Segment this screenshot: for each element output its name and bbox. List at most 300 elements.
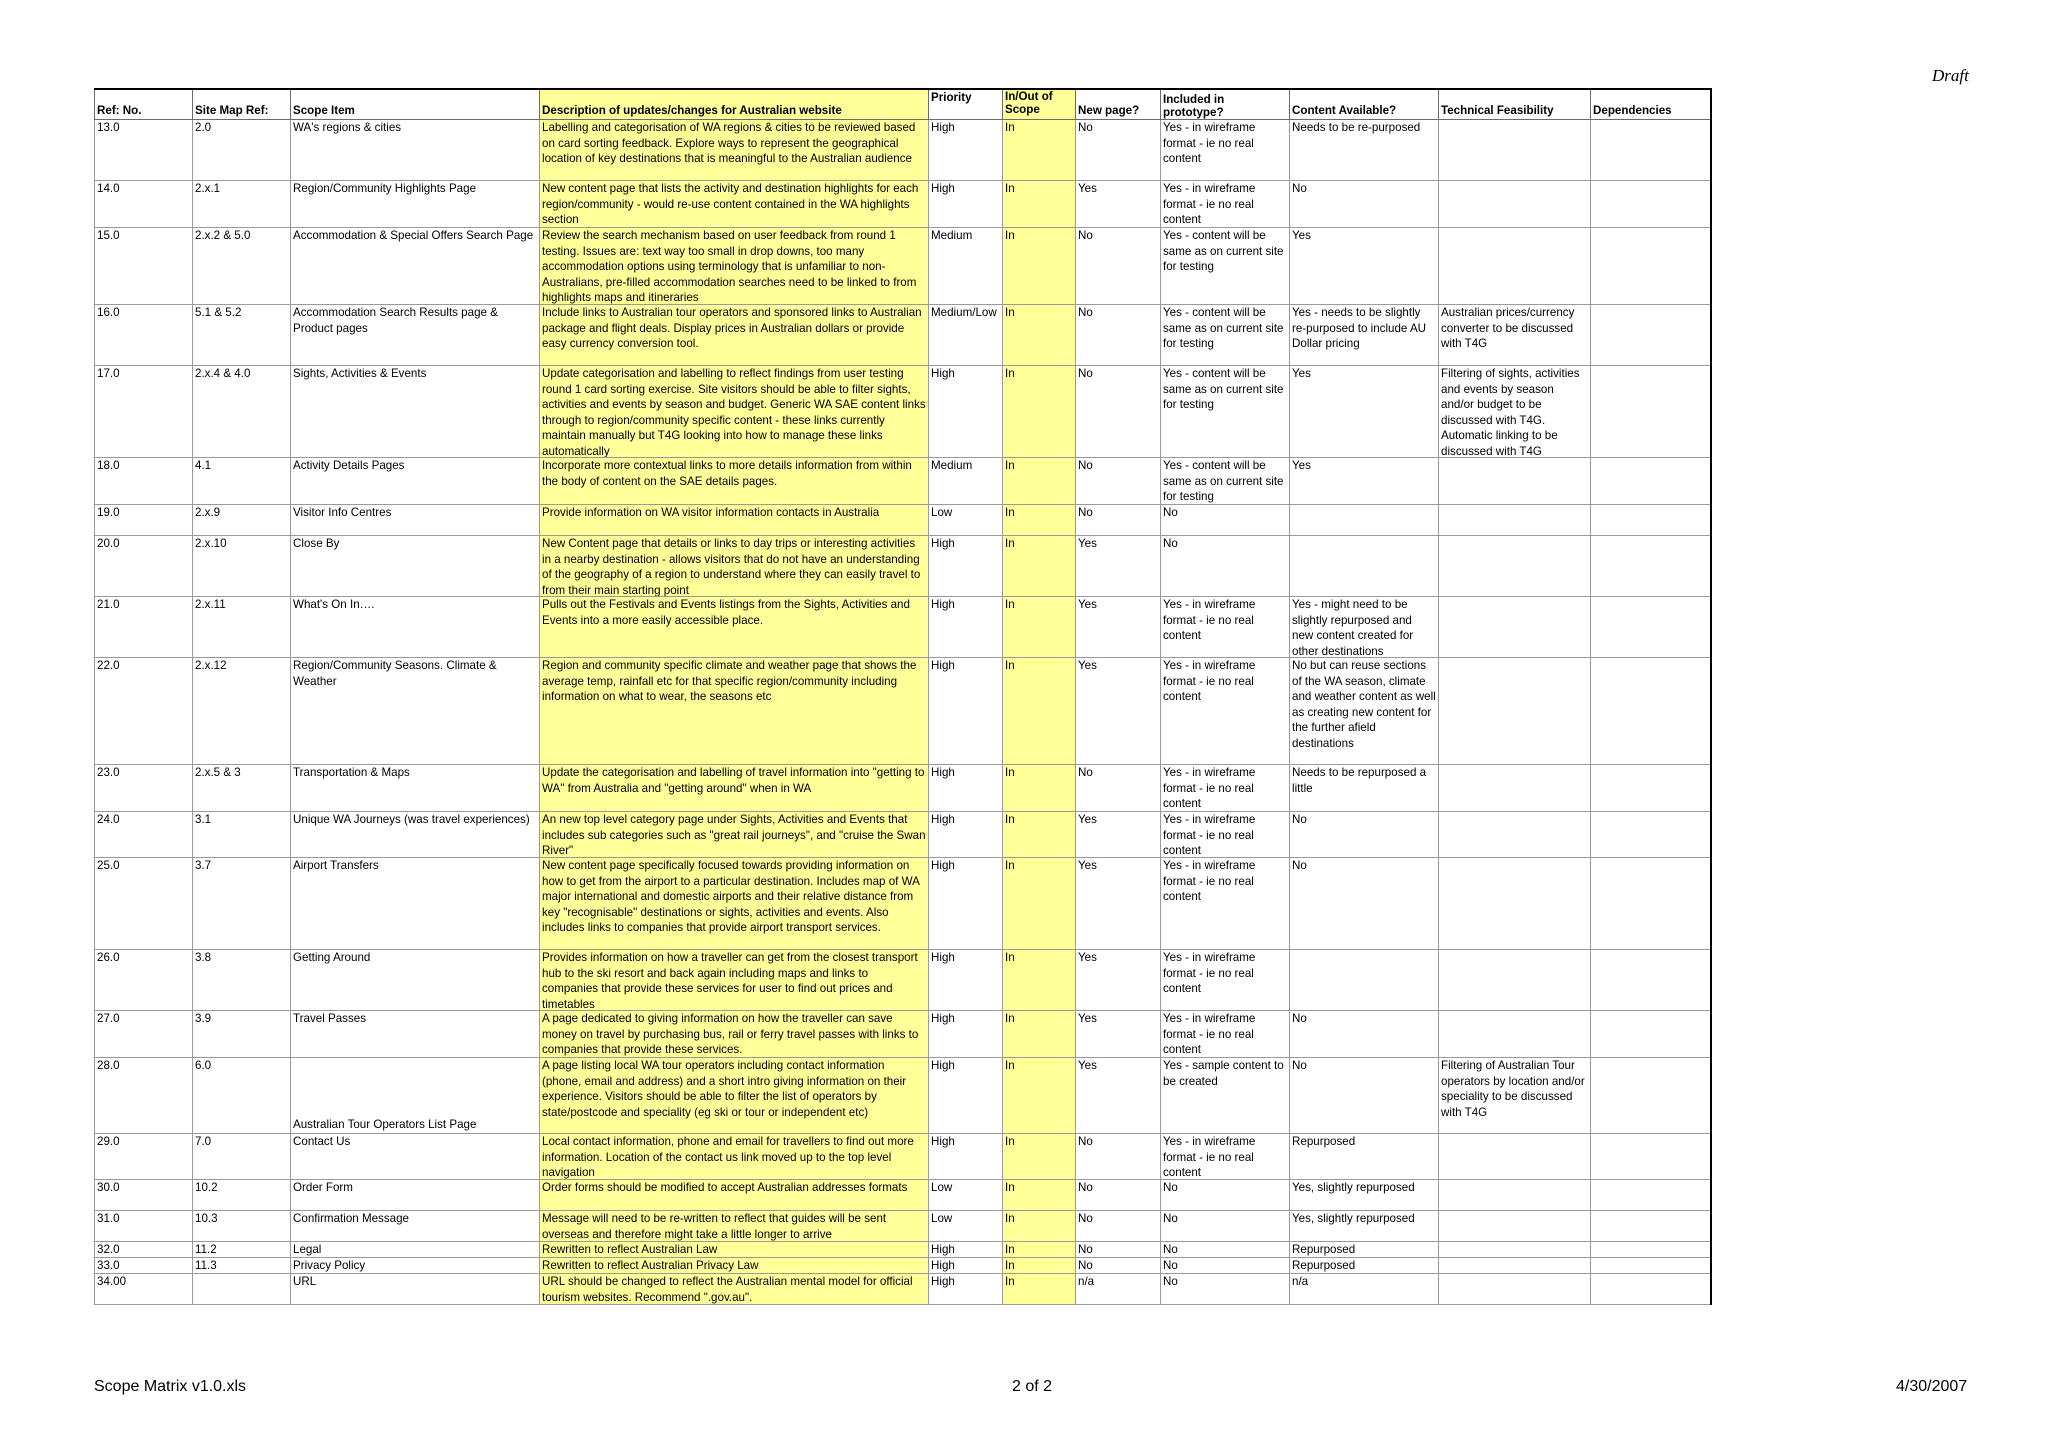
technical-feasibility-text [1441,536,1588,596]
dependencies-text [1593,120,1708,180]
prototype-text: Yes - in wireframe format - ie no real content [1163,1135,1256,1179]
scope-item-cell [291,458,540,505]
scope-text: In [1005,306,1015,319]
content-available-text [1292,950,1436,1010]
site-map-ref-text: 11.2 [195,1243,217,1256]
new-page-cell [1076,305,1161,366]
draft-label: Draft [1932,66,1969,85]
technical-feasibility-text [1441,658,1588,764]
site-map-ref-text: 2.x.10 [195,537,227,550]
description-text: Message will need to be re-written to reflect that guides will be sent overseas and therefore might take a little longer to arrive [542,1212,887,1241]
description-cell [540,658,929,765]
dependencies-cell [1591,1134,1711,1180]
priority-text: High [931,859,955,872]
table-row [95,1011,1711,1058]
technical-feasibility-cell [1439,858,1591,950]
scope-item-text: WA's regions & cities [293,121,402,134]
scope-item-cell [291,181,540,228]
priority-cell [929,658,1003,765]
prototype-cell [1161,505,1290,536]
site-map-ref-cell [193,1211,291,1242]
scope-text: In [1005,1059,1015,1072]
site-map-ref-text: 2.0 [195,121,212,134]
ref-text: 20.0 [97,537,120,550]
prototype-cell [1161,1211,1290,1242]
new-page-cell [1076,181,1161,228]
new-page-text: No [1078,1259,1093,1272]
content-available-cell [1290,305,1439,366]
dependencies-cell [1591,858,1711,950]
ref-text: 22.0 [97,659,120,672]
technical-feasibility-cell [1439,305,1591,366]
scope-cell [1003,658,1076,765]
prototype-cell [1161,120,1290,181]
scope-item-cell [291,1180,540,1211]
prototype-cell [1161,812,1290,858]
dependencies-text [1593,858,1708,949]
new-page-text: Yes [1078,813,1097,826]
description-cell [540,1274,929,1305]
ref-text: 15.0 [97,229,120,242]
prototype-text: Yes - content will be same as on current site for testing [1163,229,1284,274]
technical-feasibility-cell [1439,765,1591,812]
priority-text: High [931,598,955,611]
site-map-ref-cell [193,1134,291,1180]
priority-cell [929,1134,1003,1180]
new-page-text: No [1078,1135,1093,1148]
content-available-text: Repurposed [1292,1243,1356,1256]
description-cell [540,812,929,858]
technical-feasibility-cell [1439,505,1591,536]
dependencies-cell [1591,305,1711,366]
description-text: Review the search mechanism based on user feedback from round 1 testing. Issues are: text way too small in drop downs, too many accommodation options using terminology that is unfamiliar to non-Australians, pre-filled accommodation searches need to be linked to from highlights maps and itineraries [542,229,917,304]
dependencies-text [1593,1211,1708,1241]
scope-item-cell [291,1134,540,1180]
col-header-scope-item: Scope Item [291,89,540,120]
table-row [95,536,1711,597]
technical-feasibility-cell [1439,366,1591,458]
dependencies-text [1593,950,1708,1010]
technical-feasibility-cell [1439,1058,1591,1134]
ref-text: 18.0 [97,459,120,472]
description-cell [540,1242,929,1258]
new-page-cell [1076,812,1161,858]
scope-cell [1003,1211,1076,1242]
content-available-cell [1290,858,1439,950]
new-page-cell [1076,1134,1161,1180]
description-cell [540,1180,929,1211]
content-available-text: Repurposed [1292,1259,1356,1272]
content-available-cell [1290,950,1439,1011]
technical-feasibility-cell [1439,181,1591,228]
site-map-ref-text: 2.x.2 & 5.0 [195,229,251,242]
prototype-text: Yes - content will be same as on current site for testing [1163,459,1284,504]
scope-item-text: URL [293,1275,317,1288]
site-map-ref-cell [193,765,291,812]
new-page-text: No [1078,121,1093,134]
description-text: Provide information on WA visitor information contacts in Australia [542,506,880,519]
scope-text: In [1005,598,1015,611]
scope-cell [1003,366,1076,458]
content-available-text: No [1292,859,1307,872]
scope-item-cell [291,1258,540,1274]
scope-item-text: Sights, Activities & Events [293,367,427,380]
new-page-cell [1076,1258,1161,1274]
dependencies-text [1593,505,1708,535]
technical-feasibility-cell [1439,1258,1591,1274]
scope-cell [1003,305,1076,366]
technical-feasibility-text [1441,1134,1588,1179]
scope-cell [1003,765,1076,812]
scope-text: In [1005,1275,1015,1288]
scope-item-text: Activity Details Pages [293,459,405,472]
ref-text: 27.0 [97,1012,120,1025]
description-text: URL should be changed to reflect the Australian mental model for official tourism websites. Recommend ".gov.au". [542,1275,913,1304]
description-text: Rewritten to reflect Australian Privacy Law [542,1259,759,1272]
priority-cell [929,1011,1003,1058]
priority-text: High [931,537,955,550]
dependencies-cell [1591,181,1711,228]
site-map-ref-cell [193,228,291,305]
dependencies-text [1593,228,1708,304]
prototype-text: No [1163,1259,1178,1272]
technical-feasibility-cell [1439,812,1591,858]
prototype-cell [1161,181,1290,228]
ref-cell [95,305,193,366]
new-page-cell [1076,505,1161,536]
ref-cell [95,1258,193,1274]
col-header-dependencies: Dependencies [1591,89,1711,120]
col-header-scope: In/Out of Scope [1003,89,1076,120]
prototype-text: Yes - in wireframe format - ie no real content [1163,859,1256,904]
priority-cell [929,305,1003,366]
dependencies-cell [1591,1180,1711,1211]
site-map-ref-cell [193,1274,291,1305]
new-page-cell [1076,536,1161,597]
prototype-cell [1161,765,1290,812]
new-page-text: Yes [1078,1012,1097,1025]
new-page-text: No [1078,766,1093,779]
scope-matrix-table [94,88,1712,1305]
prototype-text: Yes - in wireframe format - ie no real content [1163,951,1256,996]
ref-cell [95,858,193,950]
dependencies-cell [1591,458,1711,505]
site-map-ref-cell [193,1180,291,1211]
ref-text: 21.0 [97,598,120,611]
new-page-text: Yes [1078,537,1097,550]
new-page-cell [1076,366,1161,458]
scope-cell [1003,536,1076,597]
dependencies-cell [1591,1011,1711,1058]
new-page-text: n/a [1078,1275,1095,1288]
dependencies-text [1593,536,1708,596]
description-cell [540,458,929,505]
scope-text: In [1005,367,1015,380]
scope-text: In [1005,813,1015,826]
table-row [95,228,1711,305]
prototype-cell [1161,366,1290,458]
table-row [95,1258,1711,1274]
priority-text: High [931,1243,955,1256]
content-available-cell [1290,658,1439,765]
table-row [95,120,1711,181]
priority-text: High [931,1259,955,1272]
table-row [95,812,1711,858]
scope-item-cell [291,1242,540,1258]
prototype-text: Yes - in wireframe format - ie no real content [1163,766,1256,811]
scope-item-cell [291,1274,540,1305]
site-map-ref-cell [193,1242,291,1258]
new-page-cell [1076,597,1161,658]
prototype-text: Yes - in wireframe format - ie no real content [1163,813,1256,857]
col-header-description: Description of updates/changes for Australian website [540,89,929,120]
scope-item-cell [291,120,540,181]
dependencies-text [1593,1058,1708,1133]
table-row [95,950,1711,1011]
priority-cell [929,950,1003,1011]
footer-page-number: 2 of 2 [1012,1378,1053,1395]
site-map-ref-cell [193,120,291,181]
dependencies-cell [1591,1242,1711,1258]
description-cell [540,597,929,658]
header-row [95,89,1711,120]
new-page-cell [1076,1011,1161,1058]
content-available-text: Yes [1292,229,1311,242]
scope-text: In [1005,1012,1015,1025]
site-map-ref-cell [193,658,291,765]
content-available-cell [1290,1058,1439,1134]
scope-text: In [1005,659,1015,672]
scope-item-text: Privacy Policy [293,1259,366,1272]
technical-feasibility-cell [1439,1211,1591,1242]
scope-item-text: Close By [293,537,340,550]
dependencies-cell [1591,536,1711,597]
site-map-ref-cell [193,1058,291,1134]
ref-text: 25.0 [97,859,120,872]
content-available-cell [1290,1258,1439,1274]
site-map-ref-text: 2.x.9 [195,506,221,519]
content-available-cell [1290,1242,1439,1258]
technical-feasibility-text [1441,458,1588,504]
technical-feasibility-text [1441,812,1588,857]
content-available-text: No but can reuse sections of the WA season, climate and weather content as well as creating new content for the further afield destinations [1292,659,1436,750]
prototype-cell [1161,1180,1290,1211]
col-header-ref: Ref: No. [95,89,193,120]
table-row [95,458,1711,505]
scope-item-cell [291,228,540,305]
scope-item-text: Visitor Info Centres [293,506,392,519]
new-page-text: Yes [1078,598,1097,611]
site-map-ref-cell [193,858,291,950]
priority-text: Medium/Low [931,306,997,319]
ref-text: 19.0 [97,506,120,519]
technical-feasibility-text [1441,765,1588,811]
scope-text: In [1005,459,1015,472]
prototype-text: No [1163,537,1178,550]
table-row [95,658,1711,765]
prototype-text: Yes - content will be same as on current site for testing [1163,306,1284,351]
content-available-cell [1290,181,1439,228]
priority-cell [929,1180,1003,1211]
scope-cell [1003,1011,1076,1058]
content-available-text: Yes, slightly repurposed [1292,1181,1415,1194]
content-available-text: n/a [1292,1275,1309,1288]
scope-text: In [1005,121,1015,134]
technical-feasibility-cell [1439,228,1591,305]
col-header-new-page: New page? [1076,89,1161,120]
prototype-text: Yes - content will be same as on current site for testing [1163,367,1284,412]
prototype-text: No [1163,1243,1178,1256]
priority-cell [929,1242,1003,1258]
content-available-text: No [1292,1059,1307,1072]
scope-text: In [1005,1259,1015,1272]
technical-feasibility-text: Filtering of Australian Tour operators by location and/or speciality to be discussed with T4G [1441,1059,1585,1119]
technical-feasibility-cell [1439,1134,1591,1180]
new-page-text: Yes [1078,951,1097,964]
new-page-cell [1076,658,1161,765]
scope-cell [1003,950,1076,1011]
technical-feasibility-cell [1439,120,1591,181]
new-page-text: No [1078,459,1093,472]
ref-cell [95,812,193,858]
description-cell [540,765,929,812]
priority-text: High [931,766,955,779]
technical-feasibility-text [1441,1211,1588,1241]
description-text: Order forms should be modified to accept Australian addresses formats [542,1181,908,1194]
priority-text: Medium [931,229,973,242]
site-map-ref-text: 2.x.5 & 3 [195,766,241,779]
scope-item-text: Getting Around [293,951,371,964]
technical-feasibility-text [1441,505,1588,535]
priority-cell [929,505,1003,536]
scope-text: In [1005,1212,1015,1225]
description-text: Region and community specific climate and weather page that shows the average temp, rainfall etc for that specific region/community including information on what to wear, the seasons etc [542,659,917,704]
scope-text: In [1005,229,1015,242]
table-row [95,597,1711,658]
new-page-text: Yes [1078,859,1097,872]
priority-text: Low [931,1212,953,1225]
priority-text: High [931,1059,955,1072]
prototype-cell [1161,1058,1290,1134]
prototype-text: No [1163,1181,1178,1194]
prototype-cell [1161,950,1290,1011]
ref-text: 29.0 [97,1135,120,1148]
description-cell [540,950,929,1011]
technical-feasibility-text [1441,228,1588,304]
description-text: Rewritten to reflect Australian Law [542,1243,718,1256]
technical-feasibility-text [1441,120,1588,180]
scope-item-cell [291,366,540,458]
scope-item-text: Transportation & Maps [293,766,410,779]
content-available-text [1292,505,1436,535]
technical-feasibility-cell [1439,1011,1591,1058]
dependencies-text [1593,305,1708,365]
dependencies-text [1593,765,1708,811]
new-page-text: No [1078,1243,1093,1256]
description-text: Include links to Australian tour operators and sponsored links to Australian package and flight deals. Display prices in Australian dollars or provide easy currency conversion tool. [542,306,922,351]
scope-item-cell [291,765,540,812]
content-available-cell [1290,120,1439,181]
site-map-ref-text: 11.3 [195,1259,217,1272]
scope-cell [1003,1242,1076,1258]
scope-cell [1003,1058,1076,1134]
scope-item-text: What's On In…. [293,598,375,611]
new-page-cell [1076,1058,1161,1134]
ref-cell [95,597,193,658]
table-row [95,505,1711,536]
ref-text: 17.0 [97,367,120,380]
prototype-cell [1161,1011,1290,1058]
ref-text: 34.00 [97,1275,127,1288]
new-page-text: No [1078,1181,1093,1194]
priority-cell [929,366,1003,458]
site-map-ref-text: 2.x.11 [195,598,226,611]
table-row [95,181,1711,228]
table-row [95,366,1711,458]
content-available-text: Yes - needs to be slightly re-purposed to include AU Dollar pricing [1292,306,1427,351]
content-available-cell [1290,1211,1439,1242]
site-map-ref-text: 3.8 [195,951,212,964]
new-page-text: Yes [1078,182,1097,195]
scope-cell [1003,181,1076,228]
technical-feasibility-cell [1439,1242,1591,1258]
description-cell [540,228,929,305]
site-map-ref-text: 2.x.4 & 4.0 [195,367,251,380]
ref-cell [95,950,193,1011]
dependencies-text [1593,1274,1708,1304]
prototype-text: No [1163,1212,1178,1225]
site-map-ref-cell [193,597,291,658]
dependencies-text [1593,1180,1708,1210]
dependencies-cell [1591,1211,1711,1242]
table-row [95,1211,1711,1242]
description-text: A page listing local WA tour operators including contact information (phone, email and address) and a short intro giving information on their experience. Visitors should be able to filter the list of operators by state/postcode and speciality (eg ski or tour or independent etc) [542,1059,907,1119]
scope-cell [1003,120,1076,181]
prototype-text: No [1163,506,1178,519]
site-map-ref-text: 4.1 [195,459,212,472]
prototype-text: No [1163,1275,1178,1288]
ref-text: 14.0 [97,182,120,195]
prototype-cell [1161,597,1290,658]
new-page-text: No [1078,367,1093,380]
prototype-text: Yes - in wireframe format - ie no real content [1163,182,1256,227]
scope-item-cell [291,1211,540,1242]
ref-text: 26.0 [97,951,120,964]
priority-cell [929,536,1003,597]
content-available-cell [1290,812,1439,858]
dependencies-text [1593,181,1708,227]
description-cell [540,181,929,228]
scope-item-text: Region/Community Highlights Page [293,182,477,195]
scope-text: In [1005,1243,1015,1256]
scope-cell [1003,1274,1076,1305]
table-row [95,1180,1711,1211]
site-map-ref-cell [193,505,291,536]
scope-item-text: Confirmation Message [293,1212,409,1225]
new-page-cell [1076,1211,1161,1242]
content-available-cell [1290,458,1439,505]
priority-text: High [931,367,955,380]
ref-text: 24.0 [97,813,120,826]
priority-text: Medium [931,459,973,472]
dependencies-text [1593,597,1708,657]
site-map-ref-cell [193,950,291,1011]
scope-item-cell [291,1011,540,1058]
scope-text: In [1005,951,1015,964]
scope-item-text: Airport Transfers [293,859,379,872]
priority-cell [929,1258,1003,1274]
priority-text: High [931,1012,955,1025]
